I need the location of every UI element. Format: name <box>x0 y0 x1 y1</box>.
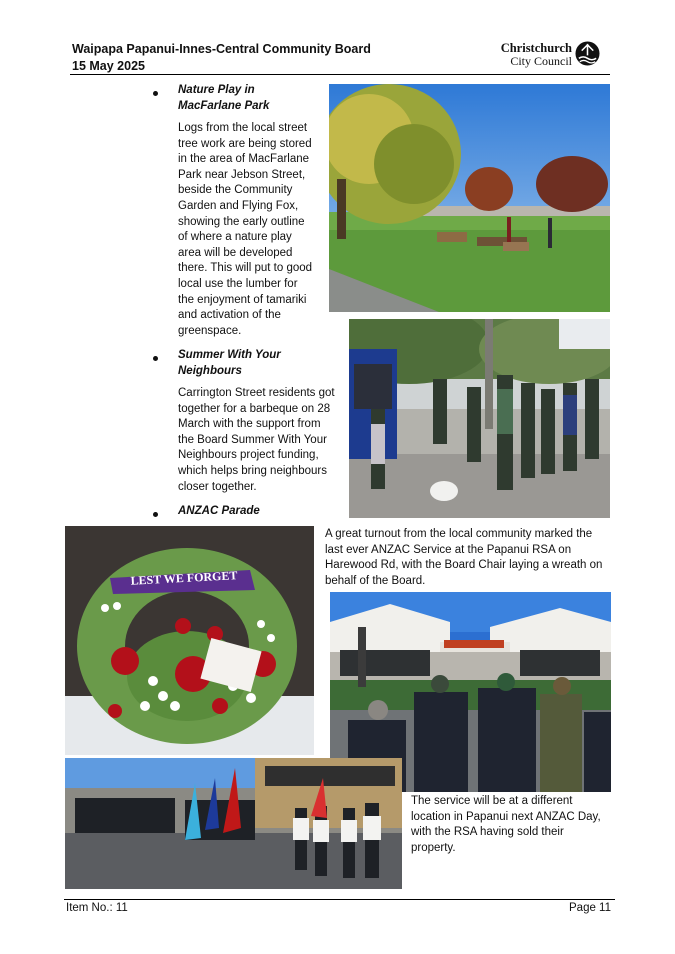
body-line: together for a barbeque on 28 <box>178 402 331 415</box>
body-line: closer together. <box>178 480 257 493</box>
bullet-summer-neighbours <box>153 356 158 361</box>
footer-rule <box>64 899 615 900</box>
item-title-anzac-parade: ANZAC Parade <box>178 505 260 517</box>
body-line: A great turnout from the local community marked the <box>325 528 593 540</box>
title-line: Neighbours <box>178 365 242 377</box>
body-line: Logs from the local street <box>178 122 308 134</box>
body-line: there. This will put to good <box>178 262 313 275</box>
anzac-service-text <box>325 527 617 589</box>
summer-neighbours-body <box>178 386 350 495</box>
nature-play-body <box>178 121 328 339</box>
body-line: March with the support from <box>178 418 321 431</box>
page-number: Page 11 <box>569 902 611 914</box>
logo-line-2: City Council <box>510 54 572 68</box>
body-line: Carrington Street residents got <box>178 387 335 399</box>
body-line: Garden and Flying Fox, <box>178 199 299 212</box>
body-line: and activation of the <box>178 309 281 322</box>
park-logs-photo <box>329 84 610 312</box>
body-line: area will be developed <box>178 246 293 259</box>
wreath-banner-text: LEST WE FORGET <box>130 568 238 588</box>
body-line: Park near Jebson Street, <box>178 168 306 181</box>
body-line: in the area of MacFarlane <box>178 153 310 166</box>
item-title-summer-neighbours <box>178 347 281 379</box>
body-line: which helps bring neighbours <box>178 464 327 477</box>
body-line: property. <box>411 841 456 854</box>
anzac-parade-photo <box>65 758 402 889</box>
logo-line-1: Christchurch <box>500 41 572 55</box>
body-line: last ever ANZAC Service at the Papanui RSA on <box>325 543 572 556</box>
body-line: local use the lumber for <box>178 277 298 290</box>
body-line: with the RSA having sold their <box>411 826 564 839</box>
meeting-date: 15 May 2025 <box>72 59 145 73</box>
body-line: The service will be at a different <box>411 795 573 807</box>
bullet-nature-play <box>153 91 158 96</box>
council-logo-text <box>498 42 572 68</box>
body-line: behalf of the Board. <box>325 574 426 587</box>
title-line: Nature Play in <box>178 84 255 96</box>
item-number: Item No.: 11 <box>66 902 128 914</box>
body-line: Harewood Rd, with the Board Chair laying a wreath on <box>325 559 603 572</box>
body-line: tree work are being stored <box>178 137 312 150</box>
board-name: Waipapa Papanui-Innes-Central Community Board <box>72 42 371 56</box>
header-rule <box>70 74 610 75</box>
item-title-nature-play <box>178 82 269 114</box>
title-line: MacFarlane Park <box>178 100 270 112</box>
body-line: the enjoyment of tamariki <box>178 293 307 306</box>
service-location-text <box>411 794 621 856</box>
body-line: beside the Community <box>178 184 293 197</box>
body-line: of where a nature play <box>178 231 292 244</box>
bullet-anzac-parade <box>153 512 158 517</box>
body-line: location in Papanui next ANZAC Day, <box>411 810 601 823</box>
body-line: showing the early outline <box>178 215 305 228</box>
street-barbeque-photo <box>349 319 610 518</box>
council-emblem-icon <box>575 41 600 66</box>
body-line: the Board Summer With Your <box>178 433 327 446</box>
body-line: Neighbours project funding, <box>178 449 319 462</box>
title-line: Summer With Your <box>178 349 281 361</box>
body-line: greenspace. <box>178 324 242 337</box>
wreath-photo <box>65 526 314 755</box>
